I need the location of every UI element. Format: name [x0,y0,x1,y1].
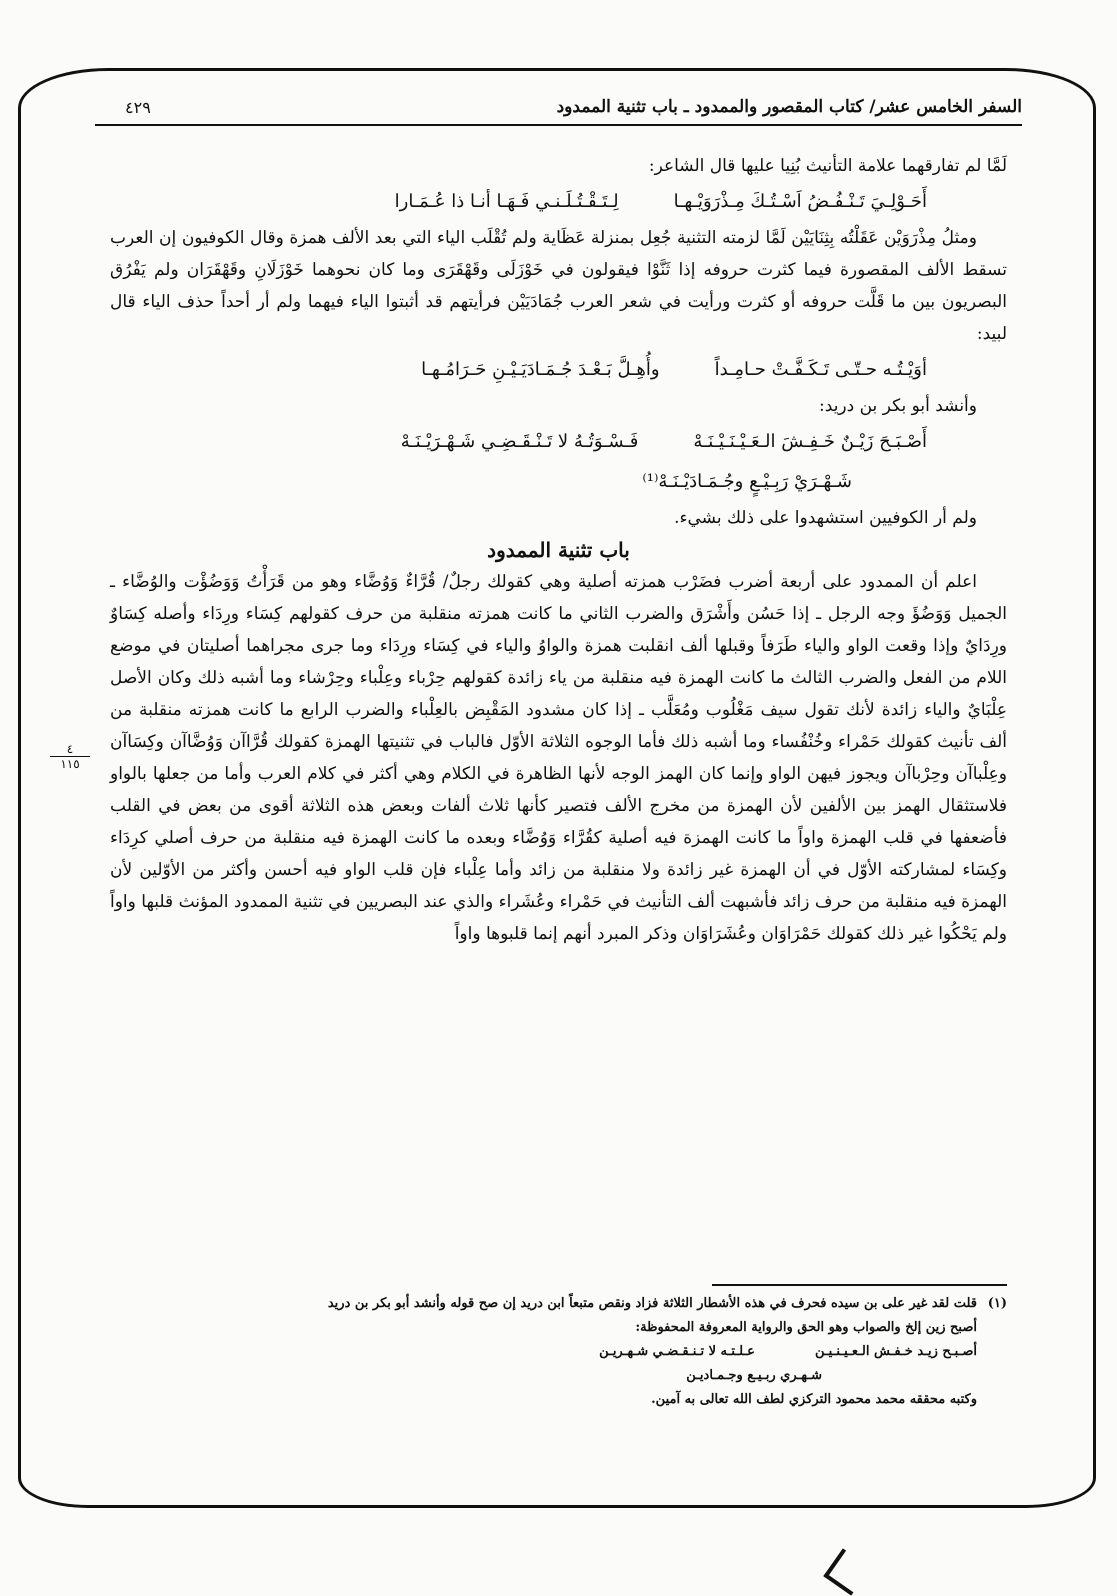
verse-hemistich: عـلـتـه لا تـنـقـضـي شـهـريـن [599,1344,755,1359]
main-text [110,150,1007,950]
verse-hemistich: أَصْـبَـحَ زَيْـنٌ خَـفِـشَ الـعَـيْـنَـيْـنَـهْ [693,431,927,452]
verse-hemistich: أوَيْـتُـه حـتّـى تَـكَـفَّـتْ حـامِـداً [714,359,927,380]
page-number: ٤٢٩ [125,97,151,117]
verse-line [110,350,1007,390]
verse-line [110,182,1007,222]
paragraph: لَمَّا لم تفارقهما علامة التأنيث بُنِيا عليها قال الشاعر: [648,156,1007,176]
footnote-verse [110,1340,1007,1364]
verse-line [110,422,1007,462]
footnote-rule [712,1284,1007,1286]
paragraph: ولم أر الكوفيين استشهدوا على ذلك بشيء. [674,508,977,528]
margin-note-bottom: ١١٥ [60,757,80,771]
verse-hemistich: أَحَـوْلِـيَ تَـنْـفُـضُ اَسْـتُـكَ مِـذْرَوَيْـهـا [673,191,927,212]
paragraph: ومثلُ مِذْرَوَيْن عَقَلْتُه بِثِنَايَيْن لَمَّا لزمته التثنية جُعِل بمنزلة عَظَاية ولم تُقْلَب الياء التي بعد الألف همزة وقال الكوفيون إن العرب تسقط الألف المقصورة فيما كثرت حروفه إذا ثَنَّوْا فيقولون في خَوْزَلَى وقَهْقَرَى وما كان نحوهما خَوْزَلَانِ وقَهْقَرَان ولم يَفْرُق البصريون بين ما قَلَّت حروفه أو كثرت ورأيت في شعر العرب جُمَادَيَيْن فرأيتهم قد أثبتوا الياء فيهما ولم أر أحداً حذف الياء قال لبيد: [110,228,1007,344]
footnote-text: قلت لقد غير على بن سيده فحرف في هذه الأشطار الثلاثة فزاد ونقص متبعاً ابن دريد إن صح قوله وأنشد أبو بكر بن دريد [327,1296,977,1311]
verse-hemistich: شَـهْـرَيْ رَبِـيْـعٍ وجُـمَـادَيْـنَـهْ⁽¹⁾ [642,471,852,492]
verse-hemistich: فَـسْـوَتُـهُ لا تَـنْـقَـضِـي شَـهْـرَيْـنَـهْ [400,431,639,452]
footnotes [110,1292,1007,1412]
margin-note-top: ٤ [50,742,90,757]
verse-hemistich: أصـبـح زيـد خـفـش الـعـيـنـيـن [814,1344,977,1359]
verse-hemistich: وأُهِـلَّ بَـعْـدَ جُـمَـادَيَـيْـنِ حَـرَامُـهـا [421,359,660,380]
footnote-line [110,1292,1007,1316]
footnote-line: أصبح زين إلخ والصواب وهو الحق والرواية المعروفة المحفوظة: [635,1320,977,1335]
footnote-signature: وكتبه محققه محمد محمود التركزي لطف الله تعالى به آمين. [651,1392,977,1407]
header-rule [95,124,1022,126]
paragraph: اعلم أن الممدود على أربعة أضرب فضَرْب همزته أصلية وهي كقولك رجلٌ/ قُرَّاءٌ وَوُضَّاء وهو من قَرَأْتُ وَوَضُؤْت والوُضَّاء ـ الجميل وَوَضُؤَ وجه الرجل ـ إذا حَسُن وأَشْرَق والضرب الثاني ما كانت همزته منقلبة من حرف كقولهم كِسَاء ورِدَاء وأصله كِسَاوٌ ورِدَايٌ وإذا وقعت الواو والياء طَرَفاً وقبلها ألف انقلبت همزة والواوُ والياء في كِسَاء ورِدَاء وما جرى مجراهما أصليتان في موضع اللام من الفعل والضرب الثالث ما كانت الهمزة فيه منقلبة من ياء زائدة كقولهم حِرْباء وعِلْباء وحِرْشاء وما أشبه ذلك وكان الأصل عِلْبَايٌ والياء زائدة لأنك تقول سيف مَغْلُوب ومُعَلَّب ـ إذا كان مشدود المَقْبِض بالعِلْباء والضرب الرابع ما كانت همزته منقلبة من ألف تأنيث كقولك حَمْراء وخُنْفُساء وما أشبه ذلك فأما الوجوه الثلاثة الأوّل فالباب في تثنيتها الهمزة كقولك قُرَّاآن وَوُضَّاآن وكِسَاآن وعِلْباآن وحِرْباآن ويجوز فيهن الواو وإنما كان الهمز الوجه لأنها الظاهرة في الكلام وهي أكثر في كلام العرب وأما من جعلها بالواو فلاستثقال الهمز بين الألفين لأن الهمزة من مخرج الألف فتصير كأنها ثلاث ألفات وبعض هذه الثلاثة أقوى من بعض في القلب فأضعفها في قلب الهمزة واواً ما كانت الهمزة فيه أصلية كقُرَّاء وَوُضَّاء وبعده ما كانت الهمزة فيه منقلبة من حرف أصلي كرِدَاء وكِسَاء لمشاركته الأوّل في أن الهمزة غير زائدة ولا منقلبة من زائد وأما عِلْباء فإن قلب الواو فيه أحسن وأكثر من الأوّلين لأن الهمزة فيه منقلبة من حرف زائد فأشبهت ألف التأنيث في حَمْراء وعُشَراء والذي عند البصريين في تثنية الممدود المؤنث قلبها واواً ولم يَحْكُوا غير ذلك كقولك حَمْرَاوَان وعُشَرَاوَان وذكر المبرد أنهم إنما قلبوها واواً [110,572,1007,944]
verse-line [110,462,1007,502]
footnote-marker: (١) [987,1296,1007,1311]
verse-hemistich: لِـتَـقْـتُـلَـنـي فَـهَـا أنـا ذا عُـمَـارا [394,191,619,212]
paragraph: وأنشد أبو بكر بن دريد: [819,396,977,416]
running-header [95,92,1022,122]
header-title: السفر الخامس عشر/ كتاب المقصور والممدود ـ باب تثنية الممدود [556,97,1022,117]
section-heading: باب تثنية الممدود [487,538,630,562]
footnote-verse: شـهـري ربـيـع وجـمـاديـن [686,1368,822,1383]
margin-note [50,742,90,771]
